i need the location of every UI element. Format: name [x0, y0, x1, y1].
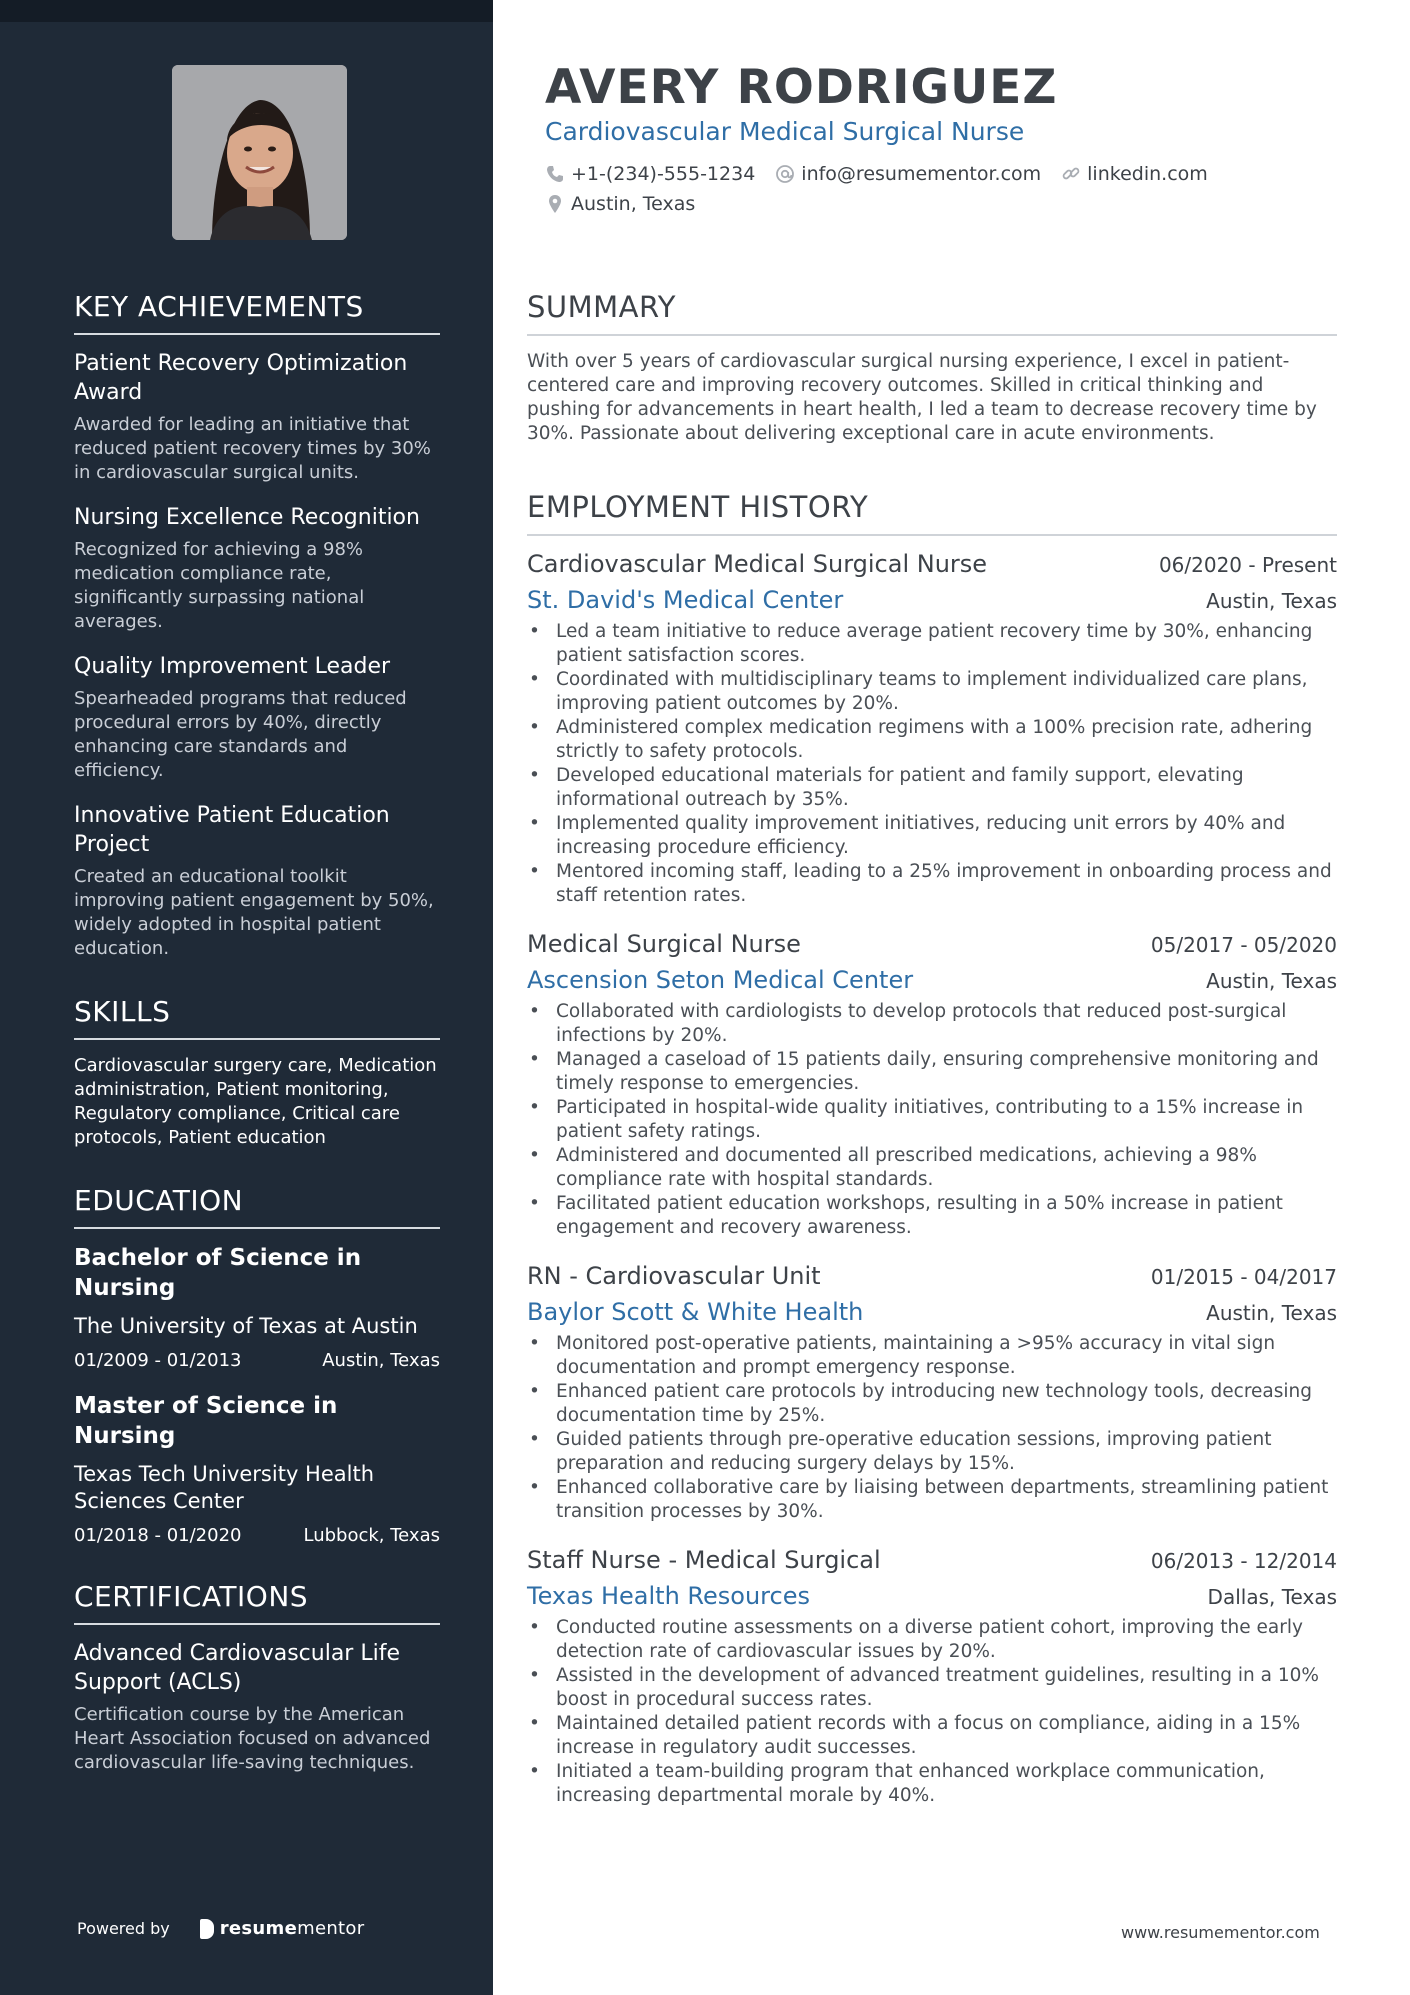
phone-icon [545, 164, 565, 184]
bullet-item: • Implemented quality improvement initiatives, reducing unit errors by 40% and increasing procedure efficiency. [527, 812, 1337, 860]
education-location: Lubbock, Texas [303, 1525, 440, 1546]
bullet-item: • Mentored incoming staff, leading to a 25% improvement in onboarding process and staff retention rates. [527, 860, 1337, 908]
skills-section [74, 995, 440, 1150]
candidate-role: Cardiovascular Medical Surgical Nurse [545, 117, 1025, 146]
contact-location [545, 193, 695, 215]
resumementor-logo[interactable] [200, 1918, 365, 1939]
job-entry [527, 930, 1337, 1240]
phone-text: +1-(234)-555-1234 [571, 163, 756, 185]
bullet-item: • Administered and documented all prescribed medications, achieving a 98% compliance rate with hospital standards. [527, 1144, 1337, 1192]
education-item [74, 1243, 440, 1371]
at-icon [775, 164, 795, 184]
achievement-desc: Awarded for leading an initiative that reduced patient recovery times by 30% in cardiovascular surgical units. [74, 414, 431, 483]
achievement-title: Quality Improvement Leader [74, 654, 391, 679]
achievement-item [74, 503, 440, 634]
job-dates: 06/2020 - Present [1158, 553, 1337, 577]
logo-text-light: mentor [297, 1918, 365, 1939]
certifications-section [74, 1580, 440, 1775]
education-heading: EDUCATION [74, 1184, 440, 1229]
education-item [74, 1391, 440, 1546]
job-entry [527, 1546, 1337, 1808]
certification-desc: Certification course by the American Heart Association focused on advanced cardiovascular life-saving techniques. [74, 1704, 431, 1773]
employment-heading: EMPLOYMENT HISTORY [527, 490, 1337, 536]
skills-list: Cardiovascular surgery care, Medication administration, Patient monitoring, Regulatory compliance, Critical care protocols, Patient education [74, 1055, 437, 1148]
sidebar-top-band [0, 0, 493, 22]
education-school: The University of Texas at Austin [74, 1314, 418, 1338]
bullet-item: • Guided patients through pre-operative education sessions, improving patient preparation and reducing surgery delays by 15%. [527, 1428, 1337, 1476]
job-entry [527, 1262, 1337, 1524]
key-achievements-section [74, 290, 440, 961]
email-text: info@resumementor.com [801, 163, 1042, 185]
achievement-title: Innovative Patient Education Project [74, 803, 390, 857]
job-company: Ascension Seton Medical Center [527, 966, 914, 994]
job-company: Baylor Scott & White Health [527, 1298, 864, 1326]
achievement-title: Nursing Excellence Recognition [74, 505, 420, 530]
education-section [74, 1184, 440, 1546]
logo-text-bold: resume [219, 1918, 298, 1939]
job-dates: 06/2013 - 12/2014 [1150, 1549, 1337, 1573]
bullet-item: • Conducted routine assessments on a diverse patient cohort, improving the early detection rate of cardiovascular issues by 20%. [527, 1616, 1337, 1664]
bullet-item: • Enhanced collaborative care by liaising between departments, streamlining patient transition processes by 30%. [527, 1476, 1337, 1524]
job-dates: 05/2017 - 05/2020 [1150, 933, 1337, 957]
contact-info [545, 163, 1325, 223]
job-bullets [527, 620, 1337, 908]
key-achievements-heading: KEY ACHIEVEMENTS [74, 290, 440, 335]
education-dates: 01/2018 - 01/2020 [74, 1525, 242, 1546]
job-location: Austin, Texas [1206, 1301, 1337, 1325]
achievement-item [74, 652, 440, 783]
job-entry [527, 550, 1337, 908]
bullet-item: • Coordinated with multidisciplinary teams to implement individualized care plans, improving patient outcomes by 20%. [527, 668, 1337, 716]
linkedin-text: linkedin.com [1087, 163, 1208, 185]
job-location: Dallas, Texas [1207, 1585, 1337, 1609]
sidebar [0, 0, 493, 1995]
bullet-item: • Participated in hospital-wide quality initiatives, contributing to a 15% increase in patient safety ratings. [527, 1096, 1337, 1144]
achievement-desc: Created an educational toolkit improving patient engagement by 50%, widely adopted in hospital patient education. [74, 866, 434, 959]
education-school: Texas Tech University Health Sciences Center [74, 1462, 374, 1513]
candidate-name: AVERY RODRIGUEZ [545, 60, 1058, 115]
footer-website-link[interactable]: www.resumementor.com [1121, 1923, 1320, 1942]
bullet-item: • Assisted in the development of advanced treatment guidelines, resulting in a 10% boost in procedural success rates. [527, 1664, 1337, 1712]
job-location: Austin, Texas [1206, 969, 1337, 993]
skills-heading: SKILLS [74, 995, 440, 1040]
bullet-item: • Enhanced patient care protocols by introducing new technology tools, decreasing documentation time by 25%. [527, 1380, 1337, 1428]
education-degree: Bachelor of Science in Nursing [74, 1245, 362, 1301]
summary-text: With over 5 years of cardiovascular surgical nursing experience, I excel in patient-centered care and improving recovery outcomes. Skilled in critical thinking and pushing for advancements in heart health, I led a team to decrease recovery time by 30%. Passionate about delivering exceptional care in acute environments. [527, 351, 1317, 444]
bullet-item: • Administered complex medication regimens with a 100% precision rate, adhering strictly to safety protocols. [527, 716, 1337, 764]
job-location: Austin, Texas [1206, 589, 1337, 613]
contact-linkedin[interactable] [1061, 163, 1208, 185]
link-icon [1061, 164, 1081, 184]
achievement-item [74, 349, 440, 485]
profile-photo [172, 65, 347, 240]
achievement-desc: Spearheaded programs that reduced procedural errors by 40%, directly enhancing care standards and efficiency. [74, 688, 407, 781]
bullet-item: • Led a team initiative to reduce average patient recovery time by 30%, enhancing patient satisfaction scores. [527, 620, 1337, 668]
achievement-desc: Recognized for achieving a 98% medication compliance rate, significantly surpassing national averages. [74, 539, 365, 632]
summary-heading: SUMMARY [527, 290, 1337, 336]
contact-email[interactable] [775, 163, 1041, 185]
bullet-item: • Collaborated with cardiologists to develop protocols that reduced post-surgical infections by 20%. [527, 1000, 1337, 1048]
resumementor-logo-icon [200, 1919, 214, 1939]
location-pin-icon [545, 194, 565, 214]
summary-section [527, 290, 1337, 446]
employment-section [527, 490, 1337, 1808]
job-title: Staff Nurse - Medical Surgical [527, 1546, 881, 1574]
powered-by-label: Powered by [77, 1919, 170, 1938]
job-title: Cardiovascular Medical Surgical Nurse [527, 550, 988, 578]
contact-phone[interactable] [545, 163, 755, 185]
certification-title: Advanced Cardiovascular Life Support (ACLS) [74, 1641, 400, 1695]
job-dates: 01/2015 - 04/2017 [1150, 1265, 1337, 1289]
education-degree: Master of Science in Nursing [74, 1393, 338, 1449]
bullet-item: • Developed educational materials for patient and family support, elevating informational outreach by 35%. [527, 764, 1337, 812]
location-text: Austin, Texas [571, 193, 696, 215]
education-dates: 01/2009 - 01/2013 [74, 1350, 242, 1371]
avatar-illustration [172, 65, 347, 240]
certifications-heading: CERTIFICATIONS [74, 1580, 440, 1625]
main-content [527, 290, 1337, 1830]
job-title: Medical Surgical Nurse [527, 930, 801, 958]
job-title: RN - Cardiovascular Unit [527, 1262, 821, 1290]
bullet-item: • Facilitated patient education workshops, resulting in a 50% increase in patient engagement and recovery awareness. [527, 1192, 1337, 1240]
bullet-item: • Managed a caseload of 15 patients daily, ensuring comprehensive monitoring and timely response to emergencies. [527, 1048, 1337, 1096]
bullet-item: • Monitored post-operative patients, maintaining a >95% accuracy in vital sign documentation and prompt emergency response. [527, 1332, 1337, 1380]
job-company: Texas Health Resources [527, 1582, 810, 1610]
bullet-item: • Initiated a team-building program that enhanced workplace communication, increasing departmental morale by 40%. [527, 1760, 1337, 1808]
job-bullets [527, 1332, 1337, 1524]
job-company: St. David's Medical Center [527, 586, 844, 614]
job-bullets [527, 1616, 1337, 1808]
bullet-item: • Maintained detailed patient records with a focus on compliance, aiding in a 15% increase in regulatory audit successes. [527, 1712, 1337, 1760]
education-location: Austin, Texas [322, 1350, 440, 1371]
powered-by [77, 1918, 364, 1939]
achievement-title: Patient Recovery Optimization Award [74, 351, 408, 405]
job-bullets [527, 1000, 1337, 1240]
achievement-item [74, 801, 440, 961]
